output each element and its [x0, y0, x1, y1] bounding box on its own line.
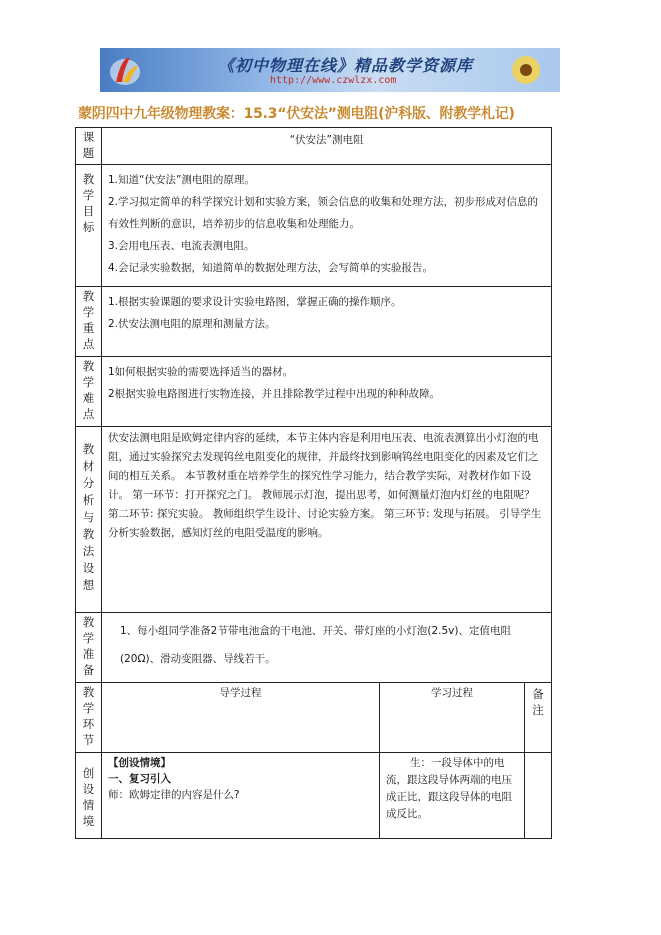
scene-student-answer: 生：一段导体中的电流，跟这段导体两端的电压成正比，跟这段导体的电阻成反比。: [380, 753, 525, 839]
label-topic: 课题: [76, 128, 102, 165]
scene-notes: [525, 753, 552, 839]
difficulty-item: 2根据实验电路图进行实物连接，并且排除教学过程中出现的种种故障。: [108, 388, 441, 400]
analysis-content: 伏安法测电阻是欧姆定律内容的延续，本节主体内容是利用电压表、电流表测算出小灯泡的电阻，通过实验探究去发现钨丝电阻变化的规律，并最终找到影响钨丝电阻变化的因素及它们之间的相互关系。 本节教材重在培养学生的探究性学习能力，结合教学实际，对教材作如下设计。 第一环节：打开探究之门。 教师展示灯泡，提出思考，如何测量灯泡内灯丝的电阻呢？ 第二环节: 探究实验。 教师组织学生设计、讨论实验方案。 第三环节: 发现与拓展。 引导学生分析实验数据，感知灯丝的电阻受温度的影响。: [102, 427, 552, 613]
header-notes: 备注: [525, 683, 552, 753]
scene-subheading: 一、复习引入: [108, 773, 171, 785]
header-learning-process: 学习过程: [380, 683, 525, 753]
label-preparation: 教学准备: [76, 613, 102, 683]
lesson-plan-table: [75, 127, 552, 839]
key-points-content: [102, 287, 552, 357]
row-analysis: [76, 427, 552, 613]
goal-item: 2.学习拟定简单的科学探究计划和实验方案，领会信息的收集和处理方法，初步形成对信息的有效性判断的意识，培养初步的信息收集和处理能力。: [108, 196, 539, 230]
label-steps: 教学环节: [76, 683, 102, 753]
difficulty-content: [102, 357, 552, 427]
goal-item: 3.会用电压表、电流表测电阻。: [108, 240, 255, 252]
scene-teacher-question: 师：欧姆定律的内容是什么?: [108, 789, 240, 801]
row-steps-header: [76, 683, 552, 753]
row-preparation: [76, 613, 552, 683]
row-difficulty: [76, 357, 552, 427]
preparation-content: 1、每小组同学准备2节带电池盒的干电池、开关、带灯座的小灯泡(2.5v)、定值电阻(20Ω)、滑动变阻器、导线若干。: [102, 613, 552, 683]
header-guided-process: 导学过程: [102, 683, 380, 753]
row-key-points: [76, 287, 552, 357]
key-item: 1.根据实验课题的要求设计实验电路图，掌握正确的操作顺序。: [108, 296, 402, 308]
scene-heading: 【创设情境】: [108, 757, 171, 769]
goal-item: 4.会记录实验数据，知道简单的数据处理方法，会写简单的实验报告。: [108, 262, 434, 274]
label-difficulty: 教学难点: [76, 357, 102, 427]
row-scene: [76, 753, 552, 839]
banner-url: http://www.czwlzx.com: [270, 75, 397, 86]
scene-guided-content: [102, 753, 380, 839]
label-scene: 创设情境: [76, 753, 102, 839]
label-key-points: 教学重点: [76, 287, 102, 357]
row-topic: [76, 128, 552, 165]
difficulty-item: 1如何根据实验的需要选择适当的器材。: [108, 366, 294, 378]
goal-item: 1.知道“伏安法”测电阻的原理。: [108, 174, 255, 186]
key-item: 2.伏安法测电阻的原理和测量方法。: [108, 318, 276, 330]
flower-icon: [506, 52, 546, 88]
document-title: 蒙阴四中九年级物理教案：15.3“伏安法”测电阻(沪科版、附教学札记): [78, 106, 515, 122]
banner-brand: 《初中物理在线》精品教学资源库: [218, 56, 474, 75]
row-goals: [76, 165, 552, 287]
topic-value: “伏安法”测电阻: [102, 128, 552, 165]
goals-content: [102, 165, 552, 287]
header-banner: [100, 48, 560, 92]
logo-icon: [108, 52, 142, 88]
label-analysis: 教材分析与教法设想: [76, 427, 102, 613]
label-goals: 教学目标: [76, 165, 102, 287]
